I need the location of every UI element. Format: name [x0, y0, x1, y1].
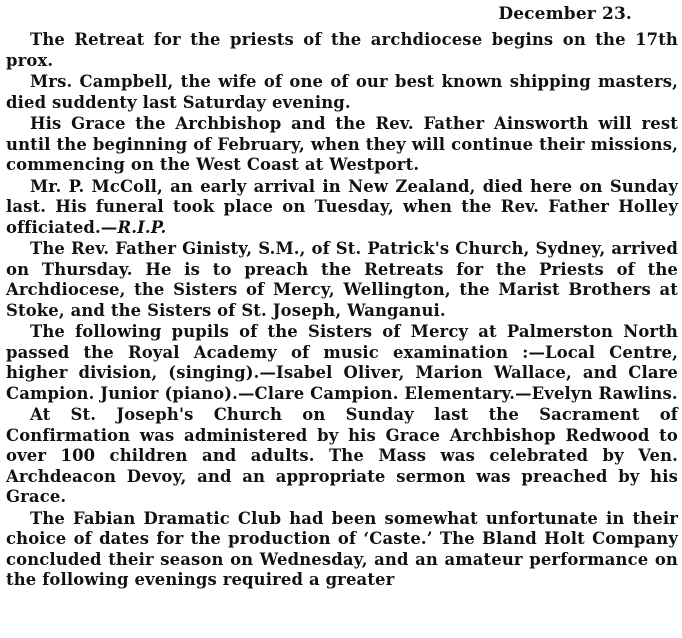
paragraph-archbishop: His Grace the Archbishop and the Rev. Father Ainsworth will rest until the beginning of February, when they will continue their missions, commencing on the West Coast at Westport.	[6, 114, 678, 174]
paragraph-ginisty: The Rev. Father Ginisty, S.M., of St. Patrick's Church, Sydney, arrived on Thursday. He is to preach the Retreats for the Priests of the Archdiocese, the Sisters of Mercy, Wellington, the Marist Brothers at Stoke, and the Sisters of St. Joseph, Wanganui.	[6, 239, 678, 320]
rip-text: R.I.P.	[117, 217, 167, 237]
paragraph-campbell: Mrs. Campbell, the wife of one of our best known shipping masters, died suddenty last Saturday evening.	[6, 72, 678, 112]
paragraph-retreat: The Retreat for the priests of the archdiocese begins on the 17th prox.	[6, 30, 678, 70]
paragraph-mccoll-text: Mr. P. McColl, an early arrival in New Zealand, died here on Sunday last. His funeral took place on Tuesday, when the Rev. Father Holley officiated.—	[6, 176, 678, 237]
paragraph-confirmation: At St. Joseph's Church on Sunday last the Sacrament of Confirmation was administered by his Grace Archbishop Redwood to over 100 children and adults. The Mass was celebrated by Ven. Archdeacon Devoy, and an appropriate sermon was preached by his Grace.	[6, 405, 678, 506]
dateline: December 23.	[498, 4, 632, 24]
paragraph-mccoll	[6, 177, 678, 239]
paragraph-pupils: The following pupils of the Sisters of Mercy at Palmerston North passed the Royal Academy of music examination :—Local Centre, higher division, (singing).—Isabel Oliver, Marion Wallace, and Clare Campion. Junior (piano).—Clare Campion. Elementary.—Evelyn Rawlins.	[6, 322, 678, 403]
paragraph-fabian-club: The Fabian Dramatic Club had been somewhat unfortunate in their choice of dates for the production of ‘Caste.’ The Bland Holt Company concluded their season on Wednesday, and an amateur performance on the following evenings required a greater	[6, 508, 678, 589]
